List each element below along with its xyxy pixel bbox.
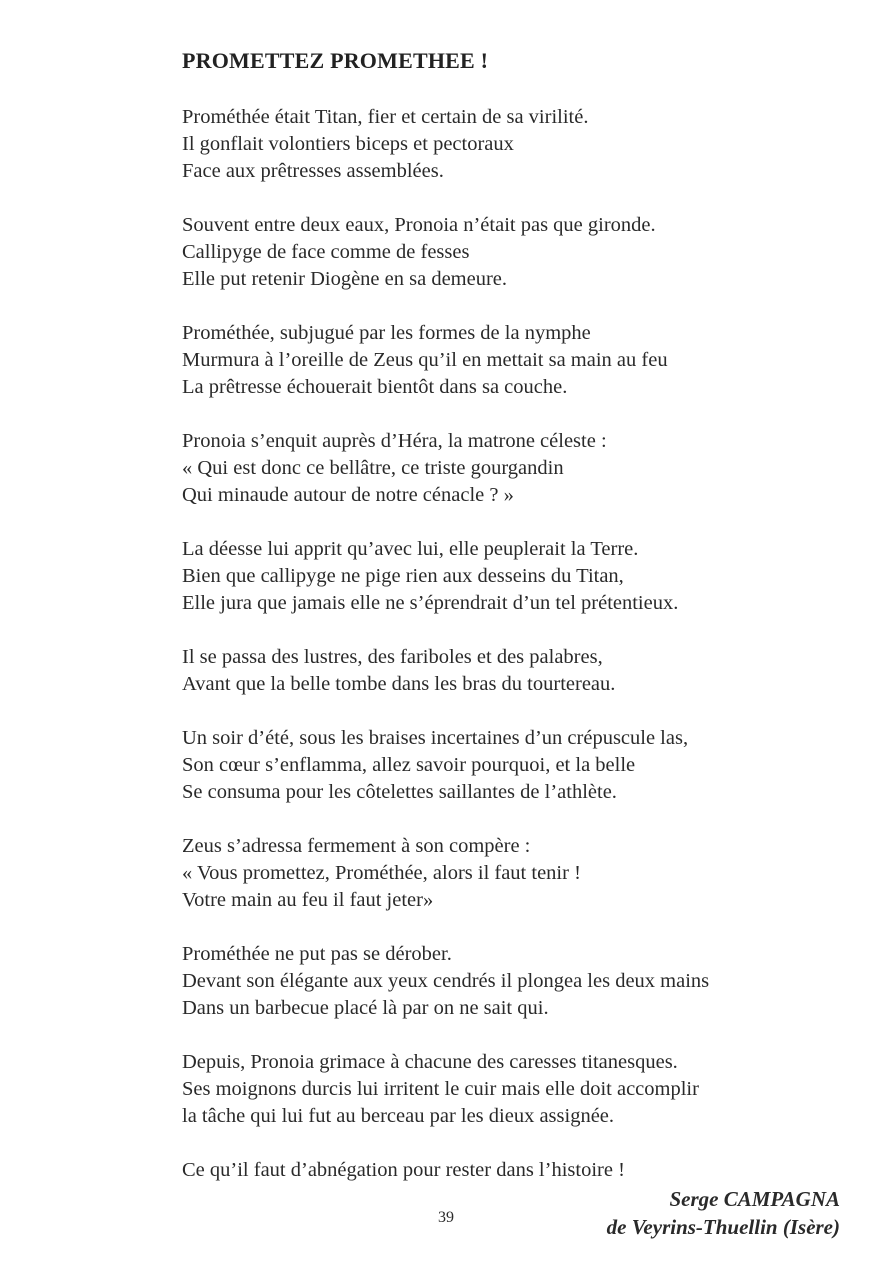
poem-line: Souvent entre deux eaux, Pronoia n’était pas que gironde. <box>182 214 656 236</box>
stanza <box>182 941 842 1022</box>
poem-line: Murmura à l’oreille de Zeus qu’il en mettait sa main au feu <box>182 349 668 371</box>
stanza <box>182 1049 842 1130</box>
poem-line: Avant que la belle tombe dans les bras du tourtereau. <box>182 673 616 695</box>
poem-line: la tâche qui lui fut au berceau par les dieux assignée. <box>182 1105 615 1127</box>
poem-line: Zeus s’adressa fermement à son compère : <box>182 835 531 857</box>
stanza <box>182 428 842 509</box>
poem-line: Prométhée, subjugué par les formes de la nymphe <box>182 322 591 344</box>
poem-line: Qui minaude autour de notre cénacle ? » <box>182 484 514 506</box>
poem-line: Ses moignons durcis lui irritent le cuir mais elle doit accomplir <box>182 1078 699 1100</box>
poem-line: Votre main au feu il faut jeter» <box>182 889 434 911</box>
author-name: Serge CAMPAGNA <box>669 1187 840 1211</box>
poem-line: « Qui est donc ce bellâtre, ce triste gourgandin <box>182 457 564 479</box>
poem-line: Depuis, Pronoia grimace à chacune des caresses titanesques. <box>182 1051 678 1073</box>
poem-line: Il gonflait volontiers biceps et pectoraux <box>182 133 514 155</box>
poem-body <box>182 104 842 1211</box>
poem-line: Prométhée ne put pas se dérober. <box>182 943 452 965</box>
stanza <box>182 536 842 617</box>
author-location: de Veyrins-Thuellin (Isère) <box>606 1215 840 1239</box>
poem-line: Face aux prêtresses assemblées. <box>182 160 444 182</box>
poem-line: Un soir d’été, sous les braises incertaines d’un crépuscule las, <box>182 727 689 749</box>
poem-line: « Vous promettez, Prométhée, alors il faut tenir ! <box>182 862 581 884</box>
poem-line: Elle put retenir Diogène en sa demeure. <box>182 268 508 290</box>
poem-line: Elle jura que jamais elle ne s’éprendrait d’un tel prétentieux. <box>182 592 679 614</box>
poem-line: Bien que callipyge ne pige rien aux desseins du Titan, <box>182 565 624 587</box>
stanza <box>182 320 842 401</box>
poem-line: Pronoia s’enquit auprès d’Héra, la matrone céleste : <box>182 430 607 452</box>
poem-line: Dans un barbecue placé là par on ne sait qui. <box>182 997 549 1019</box>
page-number: 39 <box>438 1209 454 1226</box>
stanza <box>182 644 842 698</box>
poem-line: Callipyge de face comme de fesses <box>182 241 470 263</box>
poem-line: Il se passa des lustres, des fariboles et des palabres, <box>182 646 603 668</box>
poem-line: Prométhée était Titan, fier et certain de sa virilité. <box>182 106 589 128</box>
poem-line: La prêtresse échouerait bientôt dans sa couche. <box>182 376 568 398</box>
poem-line: La déesse lui apprit qu’avec lui, elle peuplerait la Terre. <box>182 538 639 560</box>
stanza <box>182 212 842 293</box>
poem-line: Se consuma pour les côtelettes saillantes de l’athlète. <box>182 781 617 803</box>
stanza <box>182 833 842 914</box>
stanza <box>182 104 842 185</box>
stanza <box>182 725 842 806</box>
poem-line: Ce qu’il faut d’abnégation pour rester dans l’histoire ! <box>182 1159 625 1181</box>
stanza <box>182 1157 842 1184</box>
poem-title: PROMETTEZ PROMETHEE ! <box>182 48 489 73</box>
poem-line: Devant son élégante aux yeux cendrés il plongea les deux mains <box>182 970 710 992</box>
poem-line: Son cœur s’enflamma, allez savoir pourquoi, et la belle <box>182 754 636 776</box>
